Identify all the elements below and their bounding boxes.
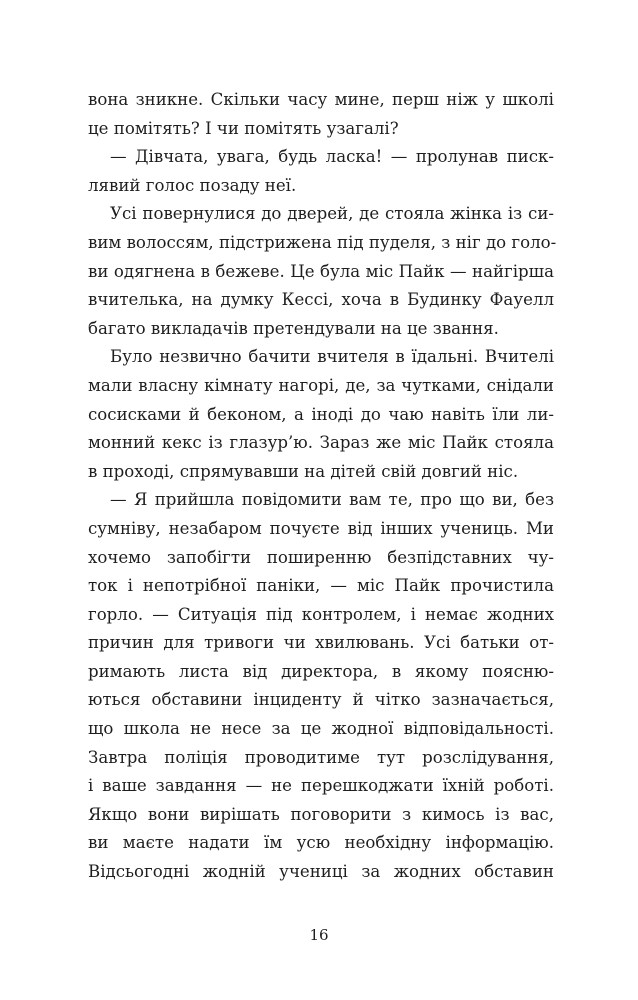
body-text	[88, 86, 557, 887]
text-line: вим волоссям, підстрижена під пуделя, з ніг до голо-	[88, 232, 557, 252]
text-line: римають листа від директора, в якому поясню-	[88, 661, 554, 681]
text-line: сосисками й беконом, а іноді до чаю навіть їли ли-	[88, 404, 554, 424]
text-line: ються обставини інциденту й чітко зазначається,	[88, 690, 554, 710]
text-line: Було незвично бачити вчителя в їдальні. Вчителі	[110, 347, 554, 367]
text-line: вона зникне. Скільки часу мине, перш ніж у школі	[88, 90, 554, 109]
text-line: Завтра поліція проводитиме тут розслідування,	[88, 747, 554, 767]
text-line: горло. — Ситуація під контролем, і немає жодних	[88, 604, 554, 624]
text-line: і ваше завдання — не перешкоджати їхній роботі.	[88, 776, 554, 796]
text-line: Відсьогодні жодній учениці за жодних обставин	[88, 862, 554, 882]
text-line: в проході, спрямувавши на дітей свій довгий ніс.	[88, 461, 519, 481]
text-line: мали власну кімнату нагорі, де, за чутками, снідали	[88, 375, 554, 395]
text-line: Якщо вони вирішать поговорити з кимось із вас,	[88, 804, 554, 824]
text-line: багато викладачів претендували на це звання.	[88, 318, 499, 338]
text-line: ви одягнена в бежеве. Це була міс Пайк — найгірша	[88, 261, 554, 281]
text-line: Усі повернулися до дверей, де стояла жінка із си-	[110, 204, 554, 224]
text-line: що школа не несе за це жодної відповідальності.	[88, 719, 554, 739]
text-line: ток і непотрібної паніки, — міс Пайк прочистила	[88, 576, 554, 596]
text-line: ви маєте надати їм усю необхідну інформацію.	[88, 833, 554, 853]
text-line: лявий голос позаду неї.	[88, 175, 297, 195]
text-line: — Я прийшла повідомити вам те, про що ви, без	[110, 490, 554, 510]
text-line: це помітять? І чи помітять узагалі?	[88, 118, 399, 138]
text-line: хочемо запобігти поширенню безпідставних чу-	[88, 547, 554, 567]
text-line: монний кекс із глазур’ю. Зараз же міс Пайк стояла	[88, 433, 554, 453]
text-line: причин для тривоги чи хвилювань. Усі батьки от-	[88, 633, 554, 653]
page-number: 16	[309, 926, 329, 944]
text-line: — Дівчата, увага, будь ласка! — пролунав писк-	[110, 147, 554, 167]
text-line: сумніву, незабаром почуєте від інших учениць. Ми	[88, 518, 554, 538]
text-line: вчителька, на думку Кессі, хоча в Будинку Фауелл	[88, 290, 554, 310]
